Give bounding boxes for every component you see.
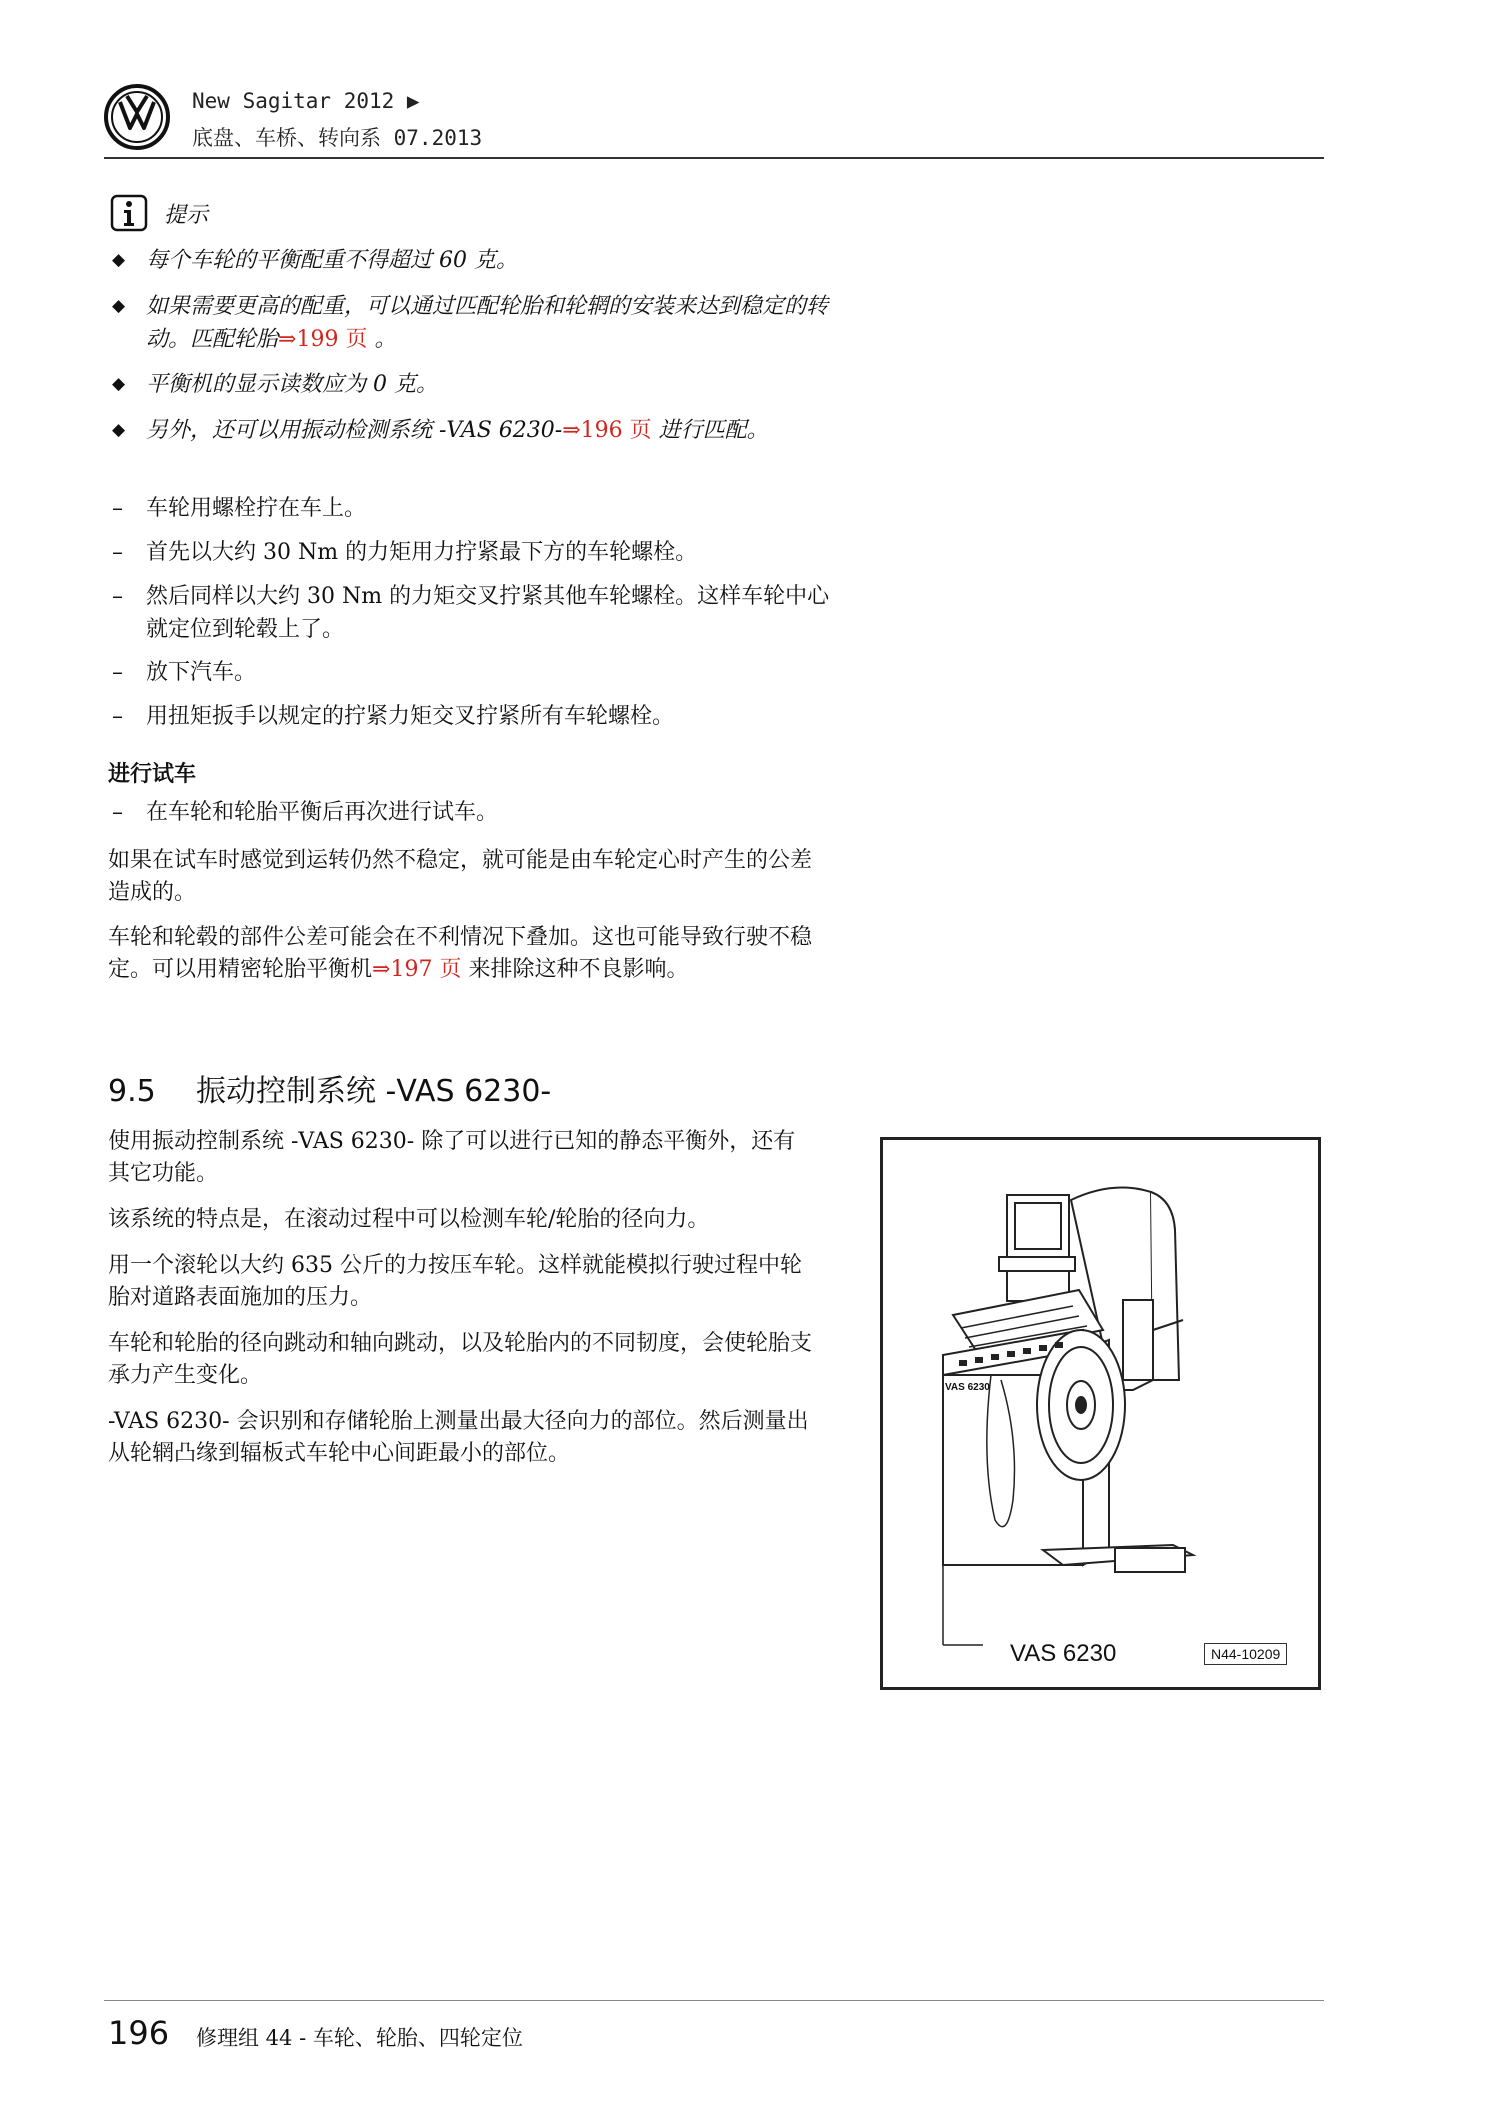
vw-logo (104, 84, 170, 150)
footer-rule (104, 2000, 1324, 2001)
bullet-icon: ◆ (112, 296, 126, 316)
info-icon (110, 194, 148, 232)
arrow-icon: ⇒ (562, 418, 581, 443)
figure-vas6230 (880, 1137, 1321, 1690)
section-heading (108, 1066, 551, 1110)
note-title: 提示 (164, 203, 209, 228)
bullet-icon: ◆ (112, 374, 126, 394)
header-rule (104, 157, 1324, 159)
paragraph: 该系统的特点是，在滚动过程中可以检测车轮/轮胎的径向力。 (108, 1207, 710, 1232)
paragraph: 如果在试车时感觉到运转仍然不稳定，就可能是由车轮定心时产生的公差造成的。 (108, 848, 813, 905)
bullet-icon: ◆ (112, 420, 126, 440)
page-link-199[interactable]: 199 页 (296, 327, 368, 352)
test-drive-heading: 进行试车 (108, 762, 197, 787)
machine-label: VAS 6230 (945, 1382, 990, 1393)
bullet-icon: ◆ (112, 250, 126, 270)
paragraph: 车轮和轮胎的径向跳动和轴向跳动，以及轮胎内的不同韧度，会使轮胎支承力产生变化。 (108, 1331, 813, 1388)
header-chapter: 底盘、车桥、转向系 07.2013 (192, 126, 483, 150)
footer-text: 修理组 44 - 车轮、轮胎、四轮定位 (196, 2026, 523, 2050)
paragraph: 使用振动控制系统 -VAS 6230- 除了可以进行已知的静态平衡外，还有其它功能。 (108, 1129, 796, 1186)
wheel-balancer-drawing (883, 1140, 1318, 1687)
figure-code: N44-10209 (1204, 1643, 1287, 1665)
page-link-196[interactable]: 196 页 (580, 418, 652, 443)
page-link-197[interactable]: 197 页 (390, 957, 462, 982)
page-number: 196 (108, 2014, 170, 2052)
section-number: 9.5 (108, 1074, 156, 1109)
header-model: New Sagitar 2012 ▶ (192, 89, 420, 113)
figure-callout: VAS 6230 (1010, 1640, 1117, 1667)
arrow-icon: ⇒ (278, 327, 297, 352)
paragraph: 用一个滚轮以大约 635 公斤的力按压车轮。这样就能模拟行驶过程中轮胎对道路表面施加的压力。 (108, 1253, 802, 1310)
paragraph: 车轮和轮毂的部件公差可能会在不利情况下叠加。这也可能导致行驶不稳定。可以用精密轮胎平衡机⇒197 页 来排除这种不良影响。 (108, 925, 813, 982)
paragraph: -VAS 6230- 会识别和存储轮胎上测量出最大径向力的部位。然后测量出从轮辋凸缘到辐板式车轮中心间距最小的部位。 (108, 1409, 809, 1466)
arrow-icon: ⇒ (372, 957, 391, 982)
section-title: 振动控制系统 -VAS 6230- (196, 1074, 552, 1109)
